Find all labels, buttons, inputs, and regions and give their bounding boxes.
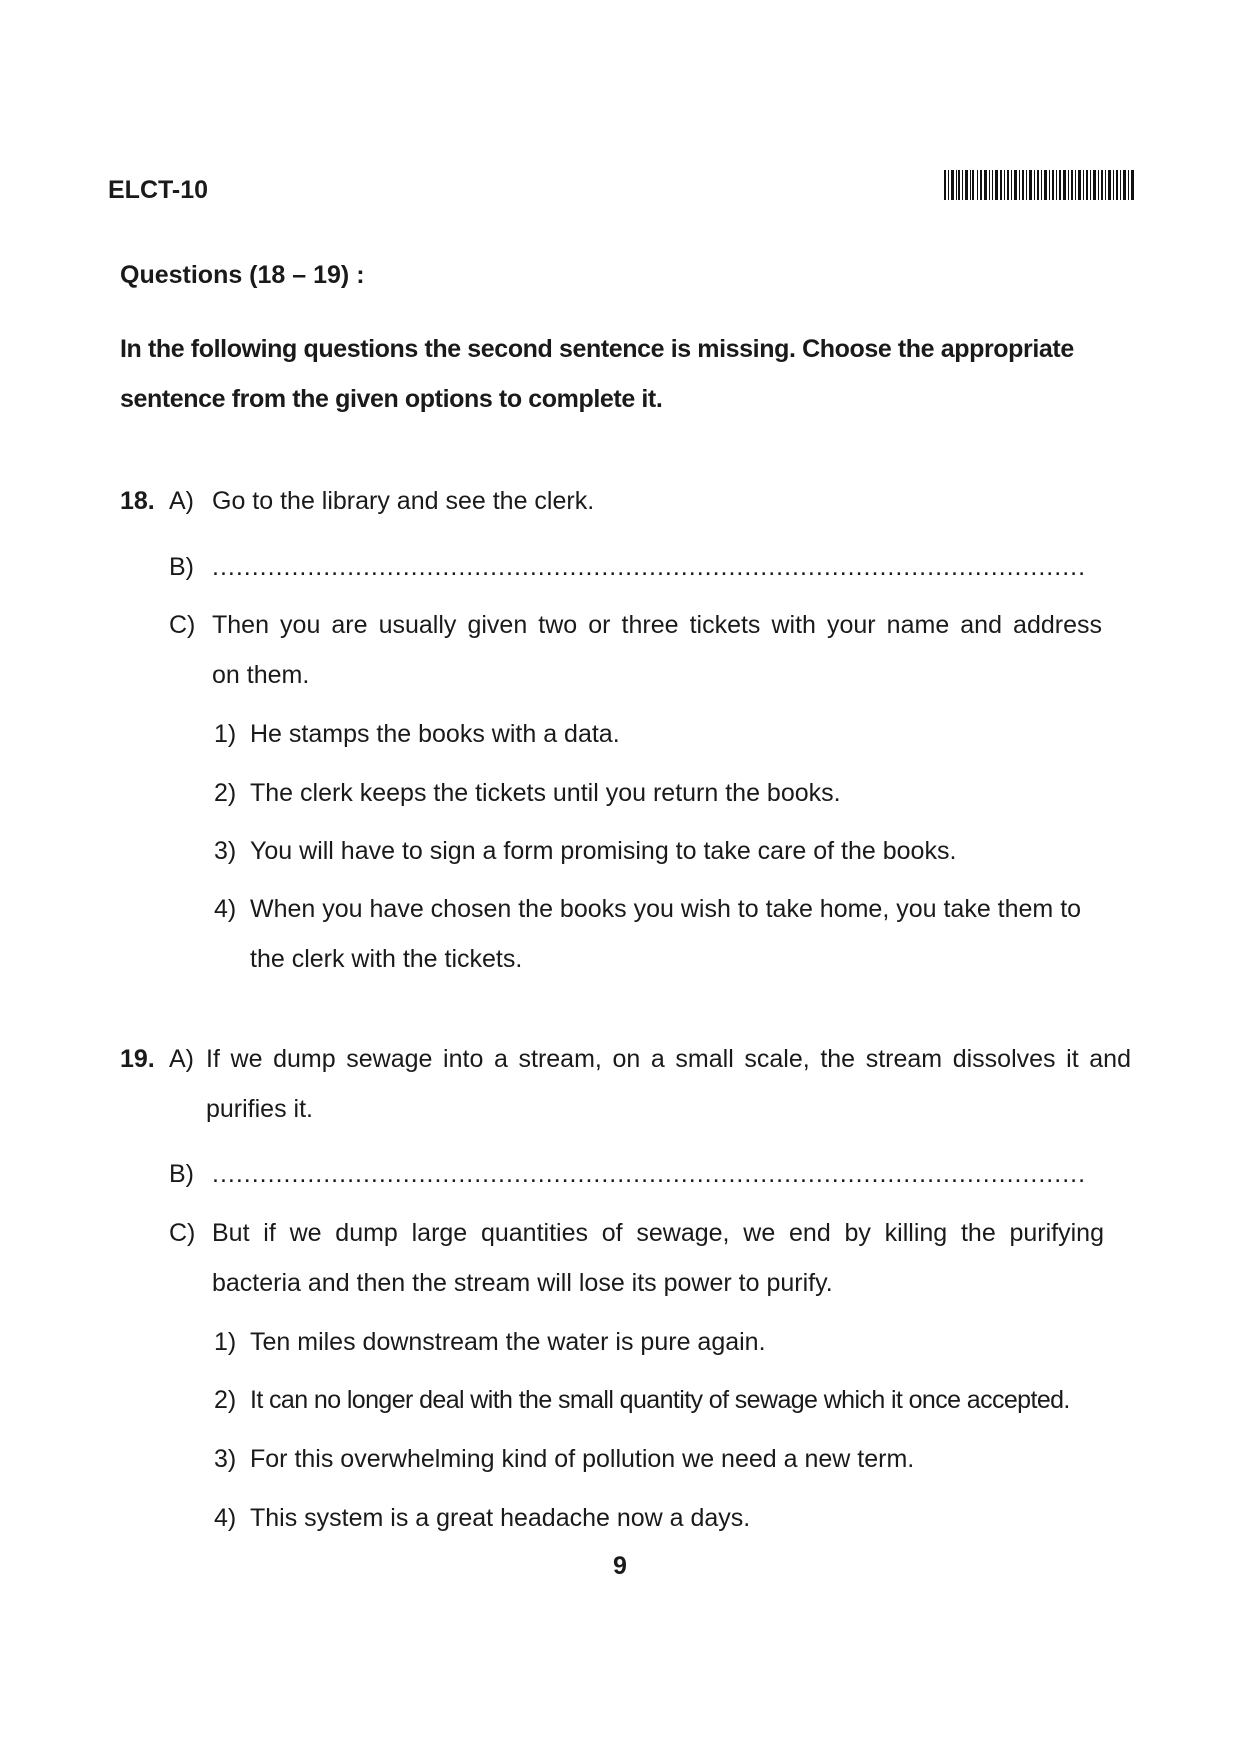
part-a-text-line-1: If we dump sewage into a stream, on a small scale, the stream dissolves it and xyxy=(206,1045,1131,1073)
option-text: The clerk keeps the tickets until you return the books. xyxy=(250,779,841,807)
barcode-image xyxy=(944,170,1134,200)
part-a-text-line-2: purifies it. xyxy=(206,1095,313,1123)
option-text: This system is a great headache now a days. xyxy=(250,1504,751,1532)
option-text: Ten miles downstream the water is pure again. xyxy=(250,1328,766,1356)
part-c-label: C) xyxy=(169,611,196,639)
instruction-line-2: sentence from the given options to complete it. xyxy=(120,385,663,413)
exam-code: ELCT-10 xyxy=(108,176,209,204)
option-text: When you have chosen the books you wish to take home, you take them to xyxy=(250,895,1082,923)
part-b-label: B) xyxy=(169,1160,194,1188)
option-text: He stamps the books with a data. xyxy=(250,720,620,748)
option-label: 1) xyxy=(214,720,237,748)
part-c-text-line-1: But if we dump large quantities of sewage, we end by killing the purifying xyxy=(212,1219,1104,1247)
blank-line: .............................................................................................................. xyxy=(212,553,1087,581)
part-a-text: Go to the library and see the clerk. xyxy=(212,487,595,515)
option-label: 4) xyxy=(214,1504,237,1532)
part-a-label: A) xyxy=(169,487,194,515)
option-label: 3) xyxy=(214,837,237,865)
option-text-line-2: the clerk with the tickets. xyxy=(250,945,523,973)
option-label: 4) xyxy=(214,895,237,923)
option-text: For this overwhelming kind of pollution we need a new term. xyxy=(250,1445,915,1473)
option-label: 3) xyxy=(214,1445,237,1473)
part-c-text-line-1: Then you are usually given two or three tickets with your name and address xyxy=(212,611,1102,639)
part-c-text-line-2: on them. xyxy=(212,661,310,689)
option-text: It can no longer deal with the small quantity of sewage which it once accepted. xyxy=(250,1386,1070,1414)
instruction-line-1: In the following questions the second sentence is missing. Choose the appropriate xyxy=(120,335,1074,363)
question-number: 19. xyxy=(120,1045,155,1073)
part-c-text-line-2: bacteria and then the stream will lose its power to purify. xyxy=(212,1269,833,1297)
section-heading: Questions (18 – 19) : xyxy=(120,261,365,289)
part-b-label: B) xyxy=(169,553,194,581)
part-a-label: A) xyxy=(169,1045,194,1073)
option-text: You will have to sign a form promising to take care of the books. xyxy=(250,837,957,865)
option-label: 1) xyxy=(214,1328,237,1356)
blank-line: .............................................................................................................. xyxy=(212,1160,1087,1188)
page-number: 9 xyxy=(613,1552,627,1580)
option-label: 2) xyxy=(214,1386,237,1414)
option-label: 2) xyxy=(214,779,237,807)
question-number: 18. xyxy=(120,487,155,515)
part-c-label: C) xyxy=(169,1219,196,1247)
